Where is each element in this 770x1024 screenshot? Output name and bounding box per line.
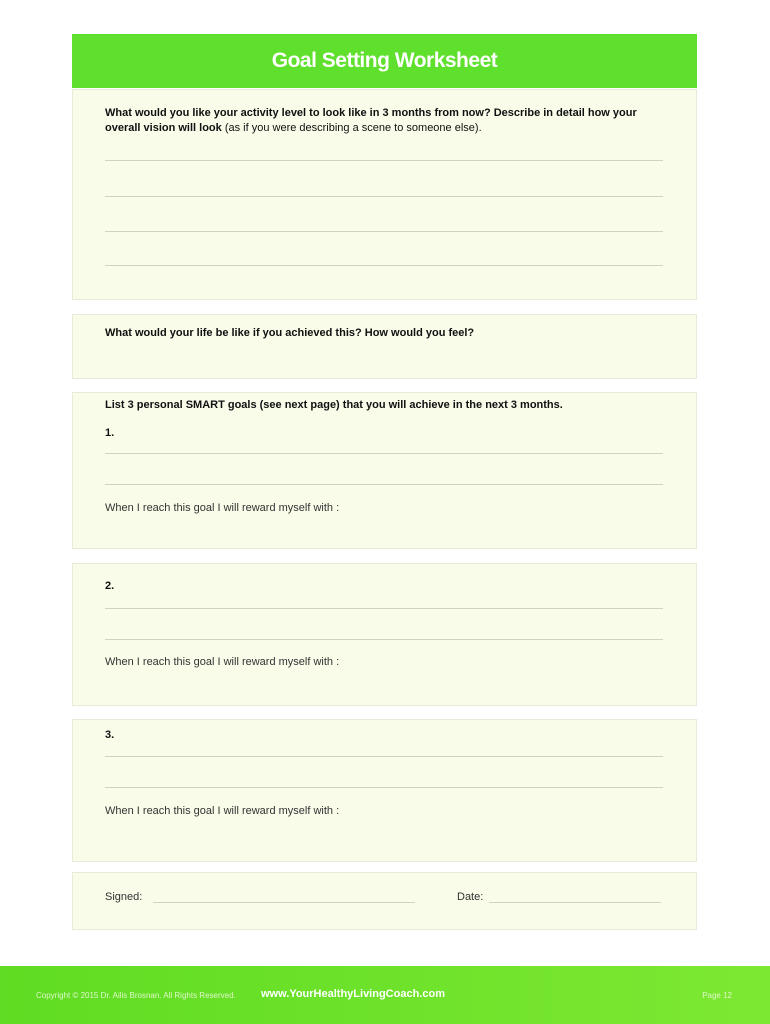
feel-question: What would your life be like if you achieved this? How would you feel? <box>105 327 475 339</box>
reward-label: When I reach this goal I will reward myself with : <box>105 805 340 817</box>
goal-line[interactable] <box>105 608 663 609</box>
signed-label: Signed: <box>105 891 143 903</box>
answer-line[interactable] <box>105 265 663 266</box>
goal-number: 2. <box>105 580 115 592</box>
goal-line[interactable] <box>105 787 663 788</box>
website-link[interactable]: www.YourHealthyLivingCoach.com <box>261 988 445 1000</box>
goal-number: 3. <box>105 729 115 741</box>
goals-intro: List 3 personal SMART goals (see next page) that you will achieve in the next 3 months. <box>105 399 563 411</box>
answer-line[interactable] <box>105 196 663 197</box>
goal-3-section <box>72 719 697 862</box>
goal-2-section <box>72 563 697 706</box>
vision-question-note: (as if you were describing a scene to someone else). <box>221 122 482 134</box>
answer-line[interactable] <box>105 231 663 232</box>
answer-line[interactable] <box>105 160 663 161</box>
date-line[interactable] <box>489 902 661 903</box>
vision-section <box>72 89 697 300</box>
signature-line[interactable] <box>153 902 415 903</box>
date-label: Date: <box>457 891 484 903</box>
signature-section <box>72 872 697 930</box>
reward-label: When I reach this goal I will reward myself with : <box>105 656 340 668</box>
copyright-text: Copyright © 2015 Dr. Ailis Brosnan. All Rights Reserved. <box>36 991 236 1000</box>
worksheet-header <box>72 34 697 88</box>
page-footer <box>0 966 770 1024</box>
goal-1-section <box>72 392 697 549</box>
page-title: Goal Setting Worksheet <box>271 49 498 72</box>
goal-number: 1. <box>105 427 115 439</box>
vision-question-bold: What would you like your activity level to look like in 3 months from now? Describe in detail how your overall vision will look <box>105 107 637 134</box>
goal-line[interactable] <box>105 639 663 640</box>
page-number: Page 12 <box>702 991 732 1000</box>
goal-line[interactable] <box>105 484 663 485</box>
goal-line[interactable] <box>105 453 663 454</box>
vision-question <box>105 106 664 136</box>
reward-label: When I reach this goal I will reward myself with : <box>105 502 340 514</box>
feel-section <box>72 314 697 379</box>
goal-line[interactable] <box>105 756 663 757</box>
